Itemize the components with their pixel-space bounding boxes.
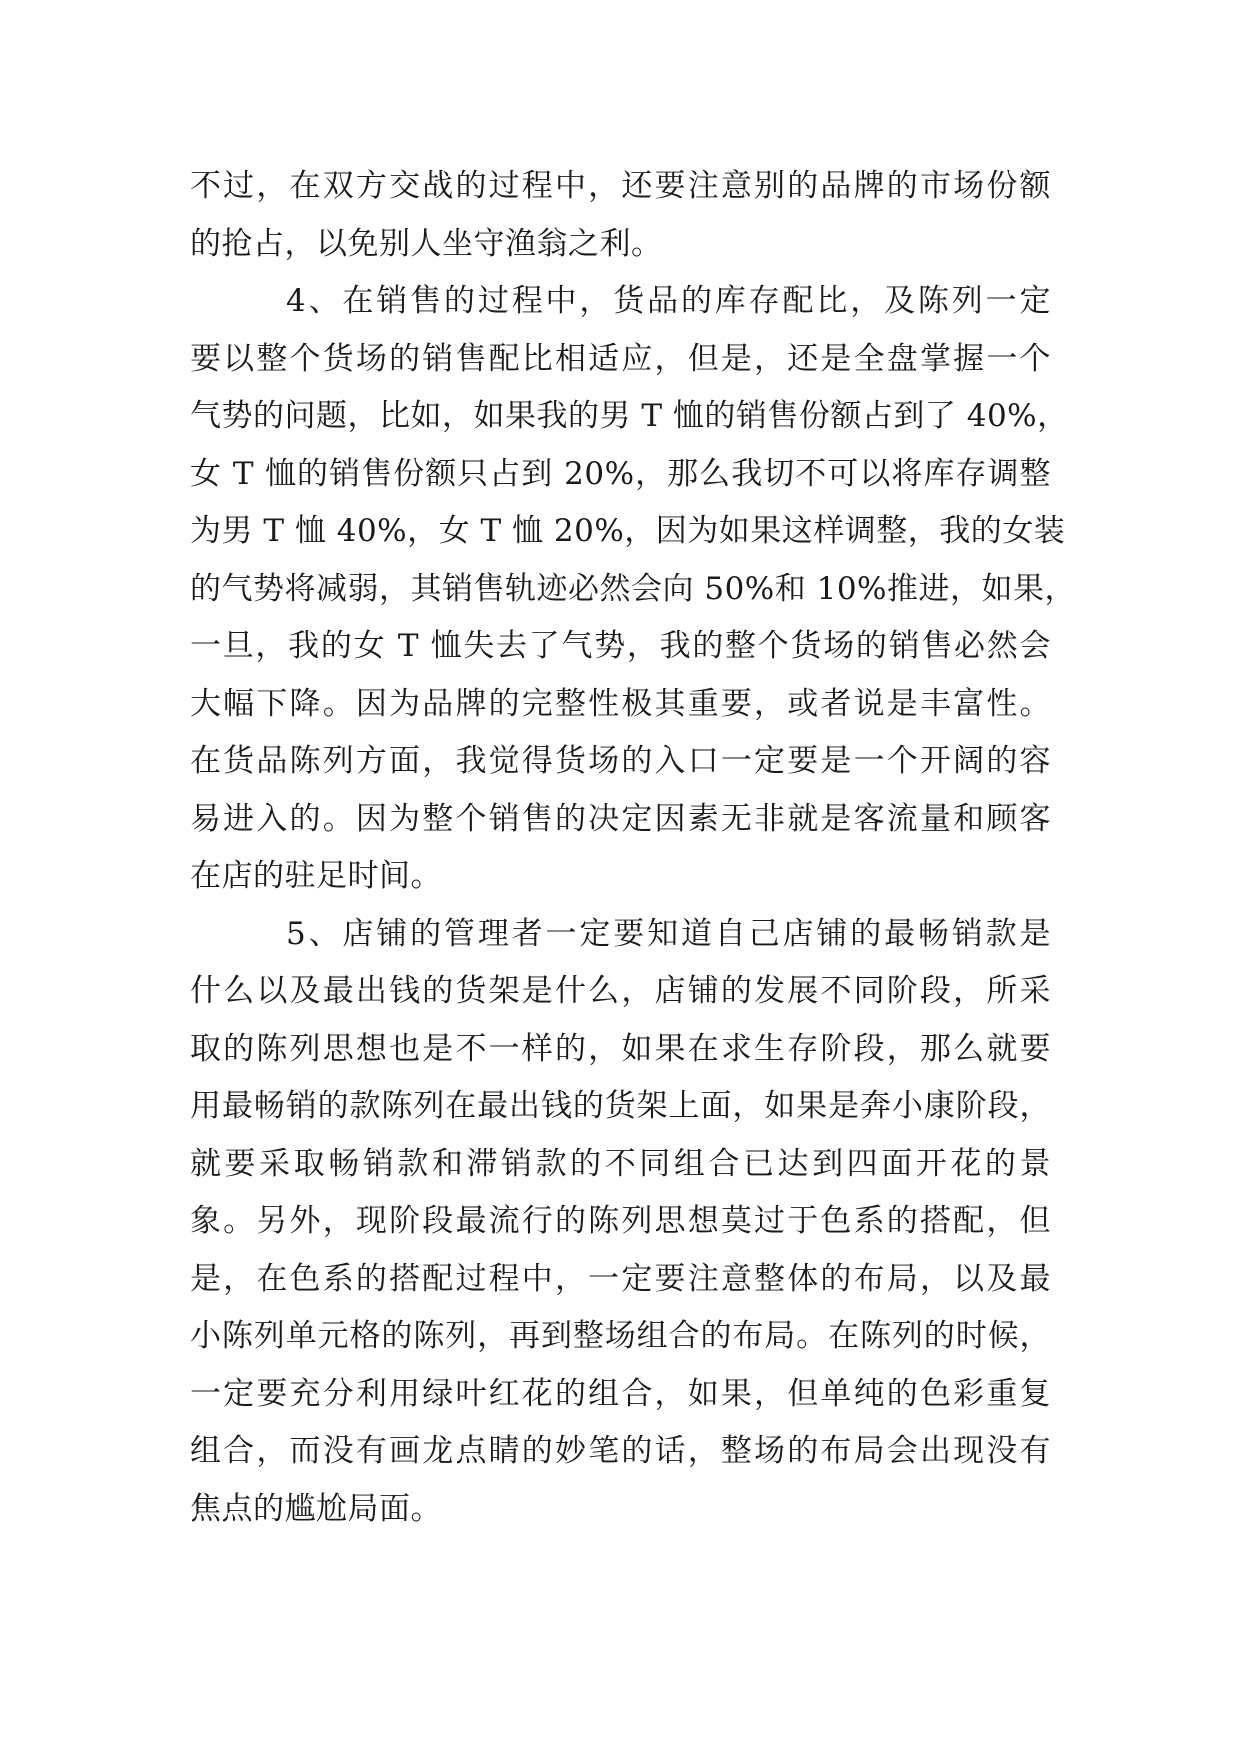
text-line: 的气势将减弱，其销售轨迹必然会向 50%和 10%推进，如果， [190,570,1077,607]
paragraph-first-line: 5、店铺的管理者一定要知道自己店铺的最畅销款是 [286,915,1051,952]
text-line: 组合，而没有画龙点睛的妙笔的话，整场的布局会出现没有 [190,1433,1051,1469]
text-line: 取的陈列思想也是不一样的，如果在求生存阶段，那么就要 [190,1030,1051,1067]
text-line: 大幅下降。因为品牌的完整性极其重要，或者说是丰富性。 [190,685,1051,722]
text-line: 小陈列单元格的陈列，再到整场组合的布局。在陈列的时候， [190,1318,1051,1354]
text-line: 的抢占，以免别人坐守渔翁之利。 [190,225,663,262]
text-line: 是，在色系的搭配过程中，一定要注意整体的布局，以及最 [190,1260,1051,1297]
text-line: 用最畅销的款陈列在最出钱的货架上面，如果是奔小康阶段， [190,1088,1051,1124]
text-line: 就要采取畅销款和滞销款的不同组合已达到四面开花的景 [190,1145,1051,1182]
text-line: 一定要充分利用绿叶红花的组合，如果，但单纯的色彩重复 [190,1375,1051,1412]
text-line: 易进入的。因为整个销售的决定因素无非就是客流量和顾客 [190,800,1051,837]
text-line: 一旦，我的女 T 恤失去了气势，我的整个货场的销售必然会 [190,628,1051,664]
text-line: 在货品陈列方面，我觉得货场的入口一定要是一个开阔的容 [190,743,1051,779]
text-line: 象。另外，现阶段最流行的陈列思想莫过于色系的搭配，但 [190,1203,1051,1239]
text-line: 为男 T 恤 40%，女 T 恤 20%，因为如果这样调整，我的女装 [190,513,1066,549]
text-line: 不过，在双方交战的过程中，还要注意别的品牌的市场份额 [190,168,1051,204]
paragraph-first-line: 4、在销售的过程中，货品的库存配比，及陈列一定 [286,283,1051,319]
text-line: 在店的驻足时间。 [190,858,442,894]
text-line: 女 T 恤的销售份额只占到 20%，那么我切不可以将库存调整 [190,455,1051,492]
text-line: 要以整个货场的销售配比相适应，但是，还是全盘掌握一个 [190,340,1051,377]
body-text [190,158,1077,1538]
text-line: 气势的问题，比如，如果我的男 T 恤的销售份额占到了 40%， [190,398,1069,434]
text-line: 焦点的尴尬局面。 [190,1490,442,1527]
text-line: 什么以及最出钱的货架是什么，店铺的发展不同阶段，所采 [190,973,1051,1009]
